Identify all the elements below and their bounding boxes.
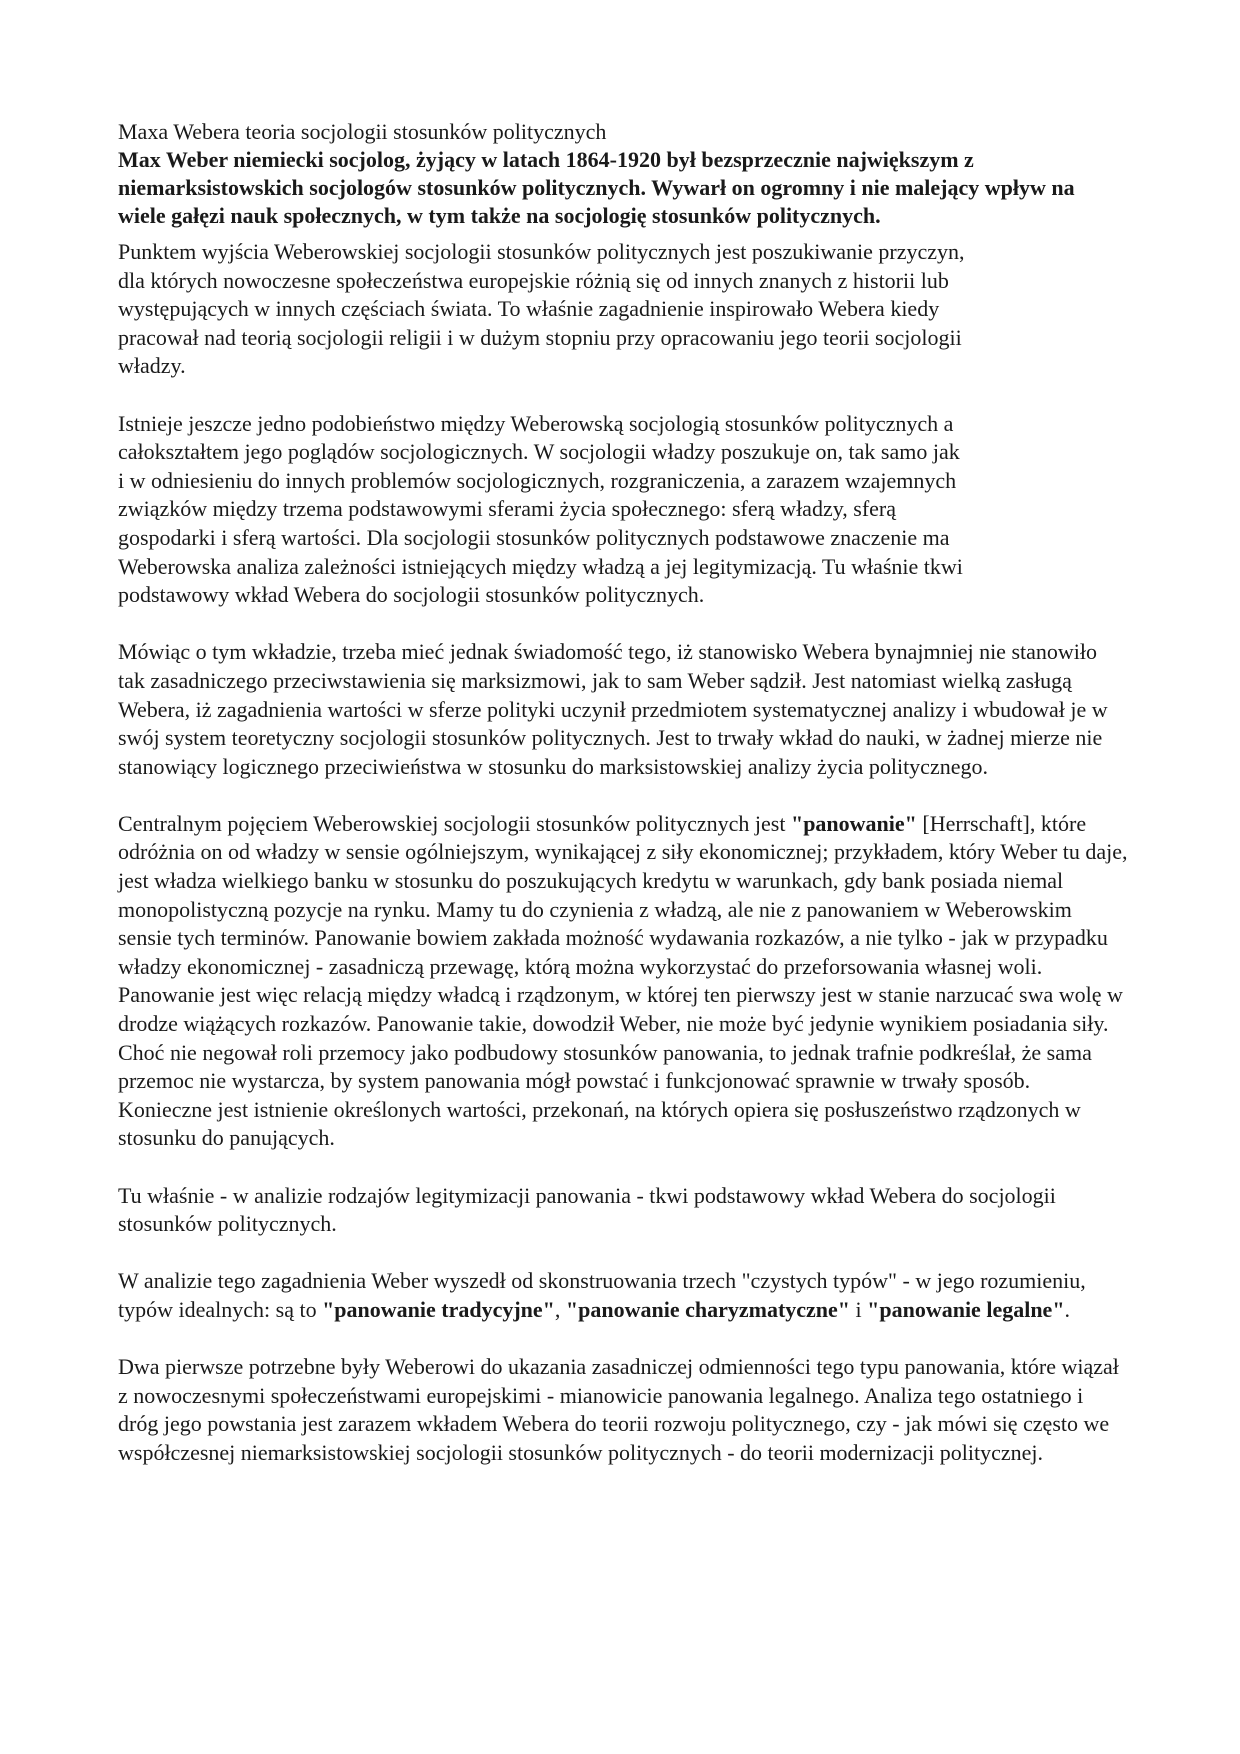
paragraph-2: Istnieje jeszcze jedno podobieństwo między Weberowską socjologią stosunków politycznych a całokształtem jego poglądów socjologicznych. W socjologii władzy poszukuje on, tak samo jak i w odniesieniu do innych problemów socjologicznych, rozgraniczenia, a zarazem wzajemnych związków między trzema podstawowymi sferami życia społecznego: sferą władzy, sferą gospodarki i sferą wartości. Dla socjologii stosunków politycznych podstawowe znaczenie ma Weberowska analiza zależności istniejących między władzą a jej legitymizacją. Tu właśnie tkwi podstawowy wkład Webera do socjologii stosunków politycznych. — [118, 410, 963, 608]
term-panowanie-legalne: "panowanie legalne" — [867, 1296, 1065, 1322]
paragraph-4 — [118, 810, 1128, 1153]
paragraph-1: Punktem wyjścia Weberowskiej socjologii stosunków politycznych jest poszukiwanie przyczyn, dla których nowoczesne społeczeństwa europejskie różnią się od innych znanych z historii lub występujących w innych częściach świata. To właśnie zagadnienie inspirowało Webera kiedy pracował nad teorią socjologii religii i w dużym stopniu przy opracowaniu jego teorii socjologii władzy. — [118, 239, 965, 379]
paragraph-4-text-b: [Herrschaft], które odróżnia on od władzy w sensie ogólniejszym, wynikającej z siły ekonomicznej; przykładem, który Weber tu daje, jest władza wielkiego banku w stosunku do poszukujących kredytu w warunkach, gdy bank posiada niemal monopolistyczną pozycje na rynku. Mamy tu do czynienia z władzą, ale nie z panowaniem w Weberowskim sensie tych terminów. Panowanie bowiem zakłada możność wydawania rozkazów, a nie tylko - jak w przypadku władzy ekonomicznej - zasadniczą przewagę, którą można wykorzystać do przeforsowania własnej woli. Panowanie jest więc relacją między władcą i rządzonym, w której ten pierwszy jest w stanie narzucać swa wolę w drodze wiążących rozkazów. Panowanie takie, dowodził Weber, nie może być jedynie wynikiem posiadania siły. Choć nie negował roli przemocy jako podbudowy stosunków panowania, to jednak trafnie podkreślał, że sama przemoc nie wystarcza, by system panowania mógł powstać i funkcjonować sprawnie w trwały sposób. Konieczne jest istnienie określonych wartości, przekonań, na których opiera się posłuszeństwo rządzonych w stosunku do panujących. — [118, 810, 1128, 1151]
term-panowanie-charyzmatyczne: "panowanie charyzmatyczne" — [565, 1296, 851, 1322]
document-title: Maxa Webera teoria socjologii stosunków politycznych — [118, 119, 607, 144]
paragraph-3: Mówiąc o tym wkładzie, trzeba mieć jednak świadomość tego, iż stanowisko Webera bynajmniej nie stanowiło tak zasadniczego przeciwstawienia się marksizmowi, jak to sam Weber sądził. Jest natomiast wielką zasługą Webera, iż zagadnienia wartości w sferze polityki uczynił przedmiotem systematycznej analizy i wbudował je w swój system teoretyczny socjologii stosunków politycznych. Jest to trwały wkład do nauki, w żadnej mierze nie stanowiący logicznego przeciwieństwa w stosunku do marksistowskiej analizy życia politycznego. — [118, 639, 1108, 779]
paragraph-6-sep-1: , — [554, 1296, 566, 1322]
paragraph-6-text-a: W analizie tego zagadnienia Weber wyszedł od skonstruowania trzech "czystych typów" - w jego rozumieniu, typów idealnych: są to — [118, 1268, 1086, 1322]
paragraph-6-end: . — [1064, 1296, 1071, 1322]
term-panowanie: "panowanie" — [790, 810, 917, 836]
lead-paragraph: Max Weber niemiecki socjolog, żyjący w latach 1864-1920 był bezsprzecznie największym z niemarksistowskich socjologów stosunków politycznych. Wywarł on ogromny i nie malejący wpływ na wiele gałęzi nauk społecznych, w tym także na socjologię stosunków politycznych. — [118, 147, 1075, 228]
term-panowanie-tradycyjne: "panowanie tradycyjne" — [322, 1296, 555, 1322]
paragraph-6 — [118, 1267, 1128, 1324]
paragraph-6-sep-2: i — [850, 1296, 868, 1322]
document-page — [118, 118, 1128, 1496]
paragraph-7: Dwa pierwsze potrzebne były Weberowi do ukazania zasadniczej odmienności tego typu panowania, które wiązał z nowoczesnymi społeczeństwami europejskimi - mianowicie panowania legalnego. Analiza tego ostatniego i dróg jego powstania jest zarazem wkładem Webera do teorii rozwoju politycznego, czy - jak mówi się często we współczesnej niemarksistowskiej socjologii stosunków politycznych - do teorii modernizacji politycznej. — [118, 1354, 1119, 1465]
paragraph-4-text-a: Centralnym pojęciem Weberowskiej socjologii stosunków politycznych jest — [118, 810, 791, 836]
paragraph-5: Tu właśnie - w analizie rodzajów legitymizacji panowania - tkwi podstawowy wkład Webera do socjologii stosunków politycznych. — [118, 1182, 1056, 1237]
